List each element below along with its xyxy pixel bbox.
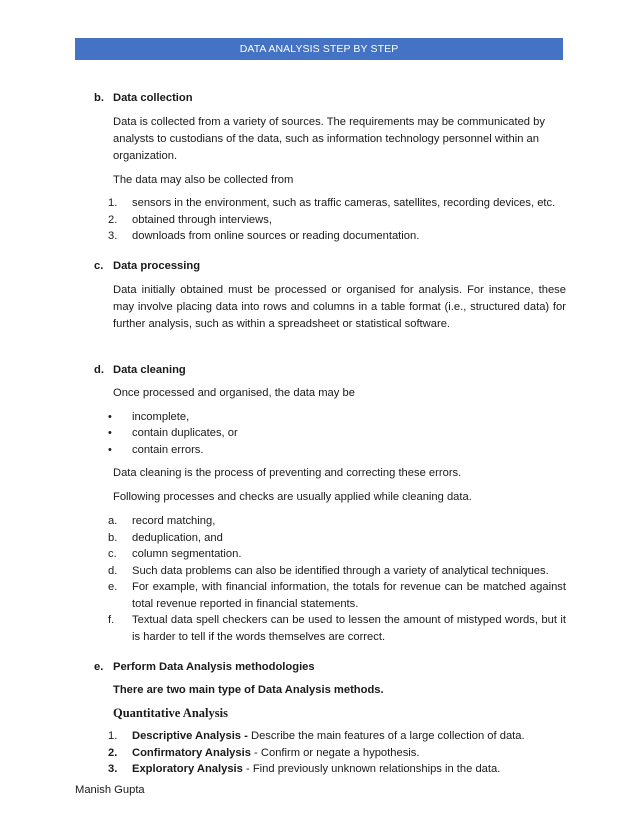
- list-marker: b.: [108, 531, 118, 544]
- section-letter: d.: [94, 363, 104, 376]
- list-marker: 1.: [108, 730, 118, 742]
- list-item: [94, 212, 566, 229]
- bullet-marker: •: [108, 427, 112, 439]
- list-item-text: column segmentation.: [132, 548, 242, 560]
- section-heading: [94, 90, 566, 106]
- list-item: [94, 425, 566, 442]
- paragraph: Following processes and checks are usually applied while cleaning data.: [113, 491, 472, 503]
- section-heading: [94, 659, 566, 675]
- document-body: [94, 90, 566, 778]
- list-item-text: Textual data spell checkers can be used to lessen the amount of mistyped words, but it is harder to tell if the words themselves are correct.: [132, 614, 566, 643]
- paragraph: Data cleaning is the process of preventing and correcting these errors.: [113, 467, 462, 479]
- list-item: [94, 530, 566, 547]
- section-letter: c.: [94, 259, 104, 272]
- section-title: Data collection: [113, 92, 193, 104]
- numbered-list: [94, 728, 566, 778]
- section-title: Perform Data Analysis methodologies: [113, 661, 315, 673]
- list-marker: c.: [108, 548, 117, 560]
- section-data-analysis-methods: [94, 659, 566, 778]
- section-heading: [94, 362, 566, 378]
- list-item-text: - Find previously unknown relationships in the data.: [242, 763, 501, 775]
- list-item-text: contain errors.: [132, 443, 204, 456]
- list-item: [94, 728, 566, 745]
- paragraph: Once processed and organised, the data may be: [113, 386, 355, 399]
- subheading: There are two main type of Data Analysis methods.: [113, 684, 384, 696]
- quantitative-analysis-heading: Quantitative Analysis: [113, 706, 228, 720]
- list-item-text: downloads from online sources or reading documentation.: [132, 230, 420, 242]
- page-header-band: [75, 38, 563, 60]
- list-item-text: contain duplicates, or: [132, 427, 238, 439]
- list-item-text: deduplication, and: [132, 531, 223, 544]
- bullet-list: [94, 409, 566, 459]
- list-item: [94, 513, 566, 530]
- section-title: Data processing: [113, 259, 201, 272]
- footer-author: Manish Gupta: [75, 784, 145, 796]
- list-marker: 2.: [108, 213, 118, 226]
- list-marker: e.: [108, 581, 118, 593]
- list-item: [94, 195, 566, 212]
- section-title: Data cleaning: [113, 363, 186, 376]
- section-data-processing: [94, 258, 566, 333]
- list-marker: 1.: [108, 197, 118, 209]
- list-item-text: Such data problems can also be identified through a variety of analytical techniques.: [132, 564, 549, 577]
- section-letter: e.: [94, 661, 104, 673]
- header-title: DATA ANALYSIS STEP BY STEP: [239, 43, 399, 55]
- bullet-marker: •: [108, 410, 112, 423]
- list-item-text: For example, with financial information, the totals for revenue can be matched against total revenue reported in financial statements.: [132, 581, 566, 610]
- list-item: [94, 761, 566, 778]
- bullet-marker: •: [108, 443, 112, 456]
- list-item: [94, 409, 566, 426]
- list-marker: 3.: [108, 230, 118, 242]
- section-heading: [94, 258, 566, 274]
- page-footer: [75, 784, 145, 796]
- list-item-text: Describe the main features of a large collection of data.: [247, 730, 525, 742]
- section-letter: b.: [94, 92, 104, 104]
- section-data-collection: [94, 90, 566, 245]
- lettered-list: [94, 513, 566, 645]
- paragraph: The data may also be collected from: [113, 174, 294, 186]
- list-marker: 2.: [108, 746, 118, 759]
- section-data-cleaning: [94, 362, 566, 646]
- list-item: [94, 442, 566, 459]
- list-item-term: Descriptive Analysis -: [132, 730, 248, 742]
- list-item-text: incomplete,: [132, 410, 190, 423]
- list-item: [94, 563, 566, 580]
- list-marker: a.: [108, 515, 118, 527]
- list-item-term: Confirmatory Analysis: [132, 746, 251, 759]
- list-item-text: record matching,: [132, 515, 216, 527]
- list-item: [94, 612, 566, 645]
- list-item-text: obtained through interviews,: [132, 213, 272, 226]
- list-item: [94, 579, 566, 612]
- list-marker: f.: [108, 614, 115, 626]
- list-marker: 3.: [108, 763, 118, 775]
- list-item: [94, 228, 566, 245]
- list-item-text: - Confirm or negate a hypothesis.: [250, 746, 420, 759]
- list-item-term: Exploratory Analysis: [132, 763, 243, 775]
- numbered-list: [94, 195, 566, 245]
- list-item: [94, 546, 566, 563]
- list-item-text: sensors in the environment, such as traffic cameras, satellites, recording devices, etc.: [132, 197, 556, 209]
- paragraph: Data is collected from a variety of sources. The requirements may be communicated by analysts to custodians of the data, such as information technology personnel within an organization.: [113, 116, 545, 162]
- paragraph: Data initially obtained must be processed or organised for analysis. For instance, these may involve placing data into rows and columns in a table format (i.e., structured data) for further analysis, such as within a spreadsheet or statistical software.: [113, 283, 566, 330]
- list-marker: d.: [108, 564, 118, 577]
- list-item: [94, 745, 566, 762]
